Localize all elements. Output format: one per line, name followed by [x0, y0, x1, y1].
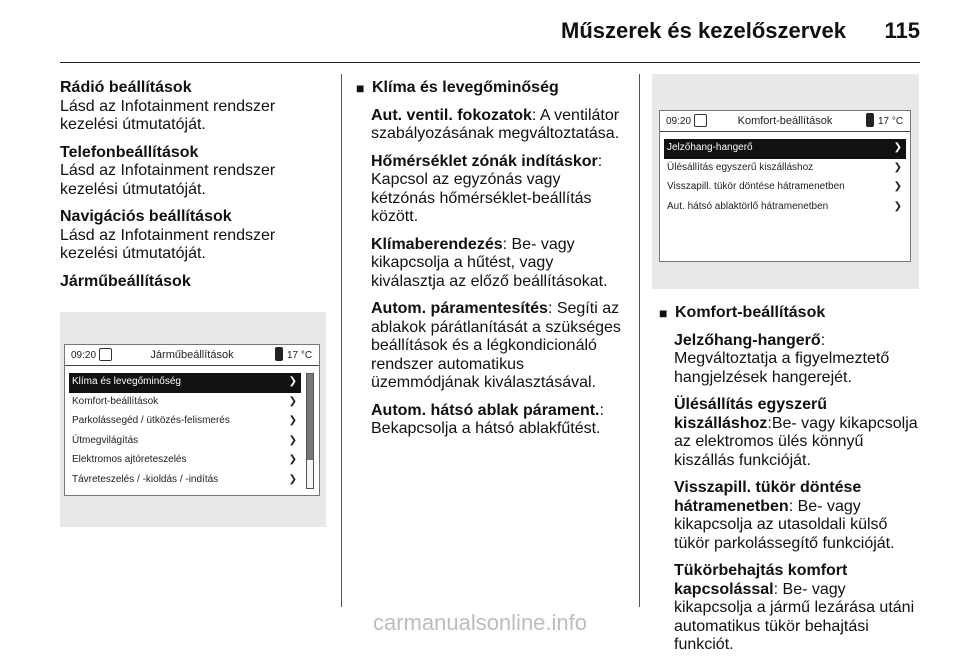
thermometer-icon — [275, 347, 283, 361]
section-text: Lásd az Infotainment rendszer kezelési útmutatóját. — [60, 226, 276, 262]
menu-item[interactable]: Visszapill. tükör döntése hátramenetben ❯ — [664, 178, 906, 198]
setting-desc: Be- vagy kikapcsolja a jármű lezárása utáni automatikus tükör behajtási funkciót. — [674, 580, 915, 653]
section-heading: Járműbeállítások — [60, 272, 191, 290]
setting-desc: Be- vagy kikapcsolja a hűtést, vagy kiválasztja az előző beállításokat. — [371, 235, 608, 290]
setting-term: Autom. hátsó ablak párament. — [371, 401, 600, 419]
menu-list — [664, 139, 906, 217]
display-screen — [659, 110, 911, 262]
section-heading: Telefonbeállítások — [60, 143, 199, 161]
climate-section — [356, 79, 628, 98]
chevron-right-icon: ❯ — [893, 181, 902, 192]
screen-status-bar — [65, 345, 319, 366]
bullet-square-icon: ■ — [659, 305, 668, 321]
chevron-right-icon: ❯ — [893, 142, 902, 153]
display-screen — [64, 344, 320, 496]
setting-desc: Segíti az ablakok párátlanítását a szükséges beállítások és a légkondicionáló rendszer automatikus üzemmódjának kiválasztásával. — [371, 300, 621, 391]
section-navigation — [60, 208, 330, 264]
section-text: Lásd az Infotainment rendszer kezelési útmutatóját. — [60, 162, 276, 198]
chevron-right-icon: ❯ — [288, 434, 297, 446]
chevron-right-icon: ❯ — [893, 161, 902, 173]
setting-entry: Autom. páramentesítés: Segíti az ablakok párátlanítását a szükséges beállítások és a légkondicionáló rendszer automatikus üzemmódjának kiválasztásával. — [371, 300, 621, 391]
setting-entry: Jelzőhang-hangerő: Megváltoztatja a figyelmeztető hangjelzések hangerejét. — [674, 331, 890, 386]
setting-term: Ülésállítás egyszerű kiszálláshoz — [674, 396, 827, 432]
left-column — [60, 79, 330, 300]
column-divider-right — [639, 74, 640, 607]
section-phone — [60, 144, 330, 200]
scrollbar-thumb[interactable] — [307, 374, 313, 460]
setting-entry: Ülésállítás egyszerű kiszálláshoz:Be- vagy kikapcsolja az elektromos ülés könnyű kiszállás funkcióját. — [674, 396, 918, 469]
clock-time: 09:20 — [666, 116, 692, 127]
setting-desc: Be- vagy kikapcsolja az utasoldali külső tükör parkolássegítő funkcióját. — [674, 497, 895, 552]
middle-column — [356, 79, 628, 448]
menu-item[interactable]: Aut. hátsó ablaktörlő hátramenetben ❯ — [664, 198, 906, 218]
watermark: carmanualsonline.info — [372, 610, 588, 635]
header-divider — [60, 62, 920, 63]
comfort-section — [659, 304, 927, 323]
setting-desc: Bekapcsolja a hátsó ablakfűtést. — [371, 420, 601, 437]
setting-desc: A ventilátor szabályozásának megváltoztatása. — [371, 106, 620, 142]
chevron-right-icon: ❯ — [288, 376, 297, 387]
screen-title: Komfort-beállítások — [737, 115, 833, 127]
setting-term: Visszapill. tükör döntése hátramenetben — [674, 479, 862, 515]
chevron-right-icon: ❯ — [288, 473, 297, 485]
section-heading: ■ Komfort-beállítások — [659, 304, 826, 321]
vehicle-settings-figure — [60, 312, 326, 527]
setting-term: Aut. ventil. fokozatok — [371, 106, 532, 124]
menu-item[interactable]: Ülésállítás egyszerű kiszálláshoz ❯ — [664, 159, 906, 179]
setting-term: Hőmérséklet zónák indításkor — [371, 152, 598, 170]
section-text: Lásd az Infotainment rendszer kezelési útmutatóját. — [60, 97, 276, 133]
scrollbar[interactable] — [306, 373, 314, 489]
menu-item[interactable]: Jelzőhang-hangerő ❯ — [664, 139, 906, 159]
setting-term: Klímaberendezés — [371, 235, 503, 253]
menu-item[interactable]: Útmegvilágítás ❯ — [69, 432, 301, 452]
setting-term: Autom. páramentesítés — [371, 300, 548, 317]
section-heading: Rádió beállítások — [60, 79, 192, 96]
setting-term: Jelzőhang-hangerő — [674, 331, 821, 349]
menu-item[interactable]: Parkolássegéd / ütközés-felismerés ❯ — [69, 412, 301, 432]
page-number: 115 — [884, 18, 920, 43]
chevron-right-icon: ❯ — [288, 454, 297, 465]
chevron-right-icon: ❯ — [893, 200, 902, 212]
bullet-square-icon: ■ — [356, 80, 365, 96]
setting-desc: Kapcsol az egyzónás vagy kétzónás hőmérséklet-beállítás között. — [371, 171, 592, 225]
temperature-readout: 17 °C — [878, 116, 904, 127]
setting-entry: Aut. ventil. fokozatok: A ventilátor szabályozásának megváltoztatása. — [371, 106, 620, 142]
setting-entry: Tükörbehajtás komfort kapcsolással: Be- vagy kikapcsolja a jármű lezárása utáni automatikus tükör behajtási funkciót. — [674, 562, 915, 653]
section-heading: ■ Klíma és levegőminőség — [356, 79, 559, 96]
setting-entry: Autom. hátsó ablak párament.: Bekapcsolja a hátsó ablakfűtést. — [371, 401, 604, 437]
section-radio — [60, 79, 330, 135]
chevron-right-icon: ❯ — [288, 395, 297, 407]
setting-desc: Be- vagy kikapcsolja az elektromos ülés könnyű kiszállás funkcióját. — [674, 414, 918, 469]
temperature-readout: 17 °C — [287, 350, 313, 361]
menu-item[interactable]: Távreteszelés / -kioldás / -indítás ❯ — [69, 471, 301, 491]
column-divider-left — [341, 74, 342, 607]
section-heading: Navigációs beállítások — [60, 208, 232, 225]
screen-status-bar — [660, 111, 910, 132]
setting-entry: Klímaberendezés: Be- vagy kikapcsolja a hűtést, vagy kiválasztja az előző beállításokat. — [371, 235, 608, 290]
menu-item[interactable]: Komfort-beállítások ❯ — [69, 393, 301, 413]
thermometer-icon — [866, 113, 874, 127]
section-vehicle — [60, 273, 330, 292]
setting-entry: Visszapill. tükör döntése hátramenetben: Be- vagy kikapcsolja az utasoldali külső tükör parkolássegítő funkcióját. — [674, 479, 895, 552]
clock-time: 09:20 — [71, 350, 97, 361]
setting-term: Tükörbehajtás komfort kapcsolással — [674, 562, 848, 598]
menu-item[interactable]: Klíma és levegőminőség ❯ — [69, 373, 301, 393]
screen-title: Járműbeállítások — [150, 349, 234, 361]
menu-item[interactable]: Elektromos ajtóreteszelés ❯ — [69, 451, 301, 471]
setting-entry: Hőmérséklet zónák indításkor: Kapcsol az egyzónás vagy kétzónás hőmérséklet-beállítás között. — [371, 152, 603, 225]
chevron-right-icon: ❯ — [288, 415, 297, 426]
menu-list — [69, 373, 301, 490]
comfort-settings-figure — [652, 74, 919, 289]
page-title: Műszerek és kezelőszervek — [561, 18, 846, 43]
setting-desc: Megváltoztatja a figyelmeztető hangjelzések hangerejét. — [674, 350, 890, 386]
